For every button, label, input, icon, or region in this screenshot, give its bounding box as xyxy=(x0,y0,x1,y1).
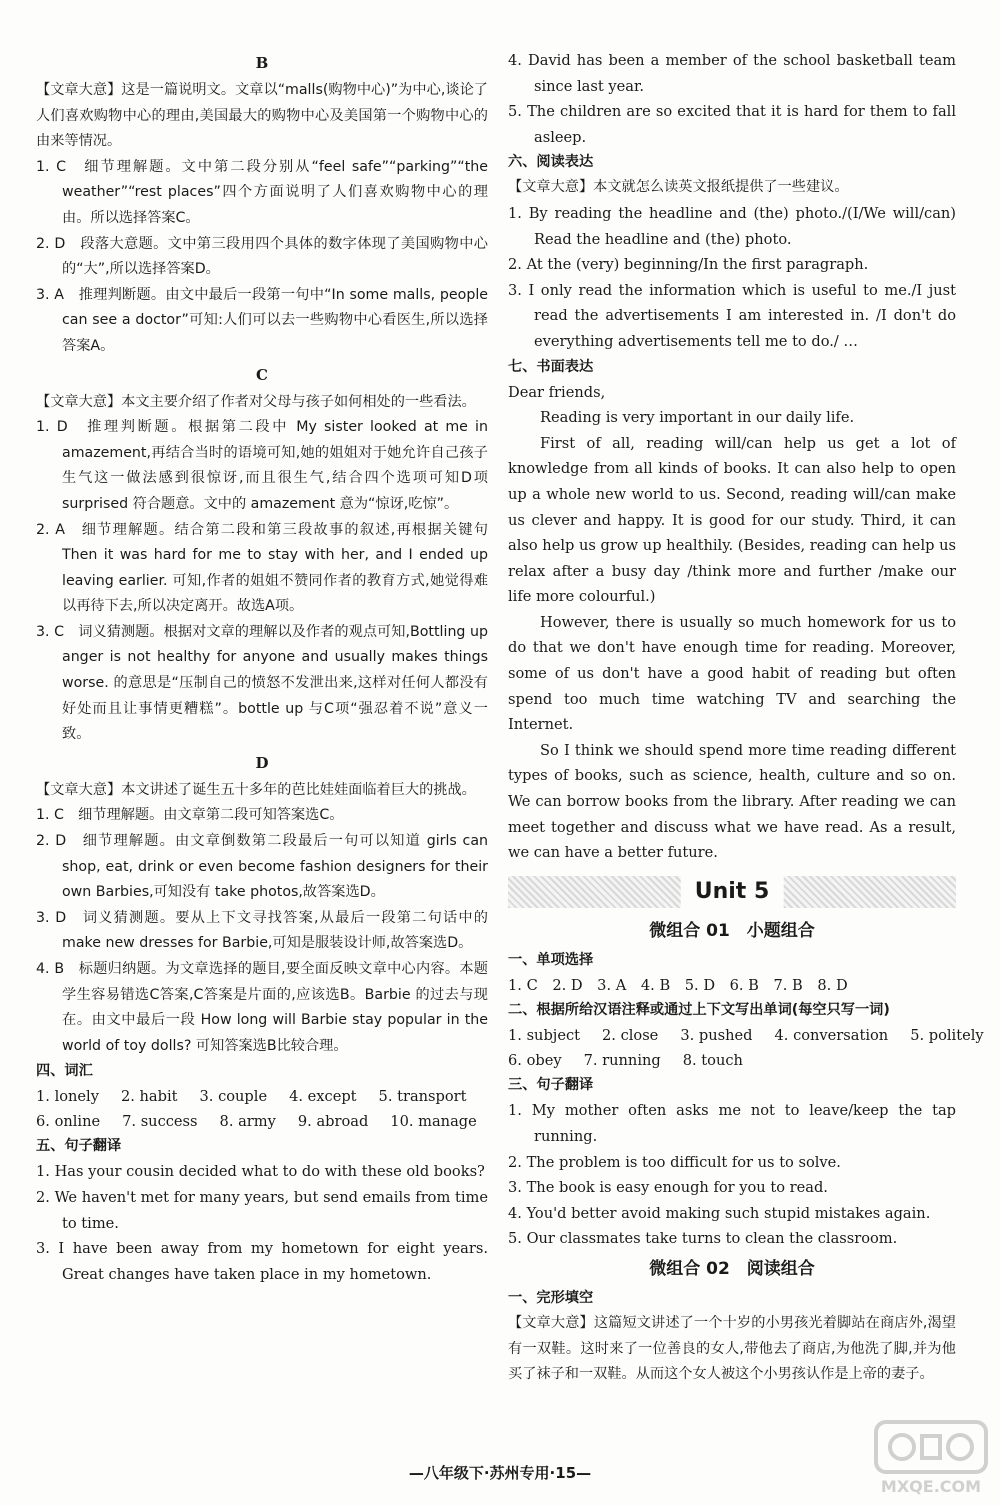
single-choice-answers: 1. C 2. D 3. A 4. B 5. D 6. B 7. B 8. D xyxy=(508,976,848,994)
cloze-summary: 【文章大意】这篇短文讲述了一个十岁的小男孩光着脚站在商店外,渴望有一双鞋。这时来了一位善良的女人,带他去了商店,为他洗了脚,并为他买了袜子和一双鞋。从而这个女人被这个小男孩认作是上帝的妻子。 xyxy=(508,1314,956,1383)
translation-answer-3: 3. I have been away from my hometown for eight years. Great changes have taken place in my hometown. xyxy=(36,1240,488,1283)
passage-c-answer-1: 1. D 推理判断题。根据第二段中 My sister looked at me in amazement,再结合当时的语境可知,她的姐姐对于她允许自己孩子生气这一做法感到很惊讶,而且很生气,结合四个选项可知D项 surprised 符合题意。文中的 amazement 意为“惊讶,吃惊”。 xyxy=(36,419,488,512)
writing-section-title: 七、书面表达 xyxy=(508,358,594,375)
translation-answer-5: 5. The children are so excited that it is hard for them to fall asleep. xyxy=(508,103,956,146)
word-answer: 4. conversation xyxy=(774,1027,889,1045)
passage-b-answer-1: 1. C 细节理解题。文中第二段分别从“feel safe”“parking”“the weather”“rest places”四个方面说明了人们喜欢购物中心的理由。所以选择答案C。 xyxy=(36,158,488,226)
left-column xyxy=(36,48,488,1287)
passage-b-heading: B xyxy=(255,54,269,72)
group-02-title: 微组合 02 阅读组合 xyxy=(649,1258,815,1279)
word-answer: 1. subject xyxy=(508,1027,580,1045)
group-01-title: 微组合 01 小题组合 xyxy=(649,920,815,941)
unit-banner xyxy=(508,876,956,908)
translation-answer-2: 2. We haven't met for many years, but send emails from time to time. xyxy=(36,1188,488,1232)
sentence-translation-answer: 4. You'd better avoid making such stupid mistakes again. xyxy=(508,1204,931,1222)
watermark-logo xyxy=(872,1418,990,1498)
vocab-answer: 6. online xyxy=(36,1113,101,1131)
vocab-answer: 10. manage xyxy=(390,1113,477,1131)
word-answer: 3. pushed xyxy=(680,1027,753,1045)
word-fill-title: 二、根据所给汉语注释或通过上下文写出单词(每空只写一词) xyxy=(508,1002,890,1019)
passage-d-heading: D xyxy=(255,753,269,772)
vocab-section-title: 四、词汇 xyxy=(36,1063,93,1080)
vocab-answer: 5. transport xyxy=(378,1088,467,1106)
word-answer: 7. running xyxy=(583,1052,661,1070)
translation-answer-1: 1. Has your cousin decided what to do with these old books? xyxy=(36,1163,485,1181)
vocab-answer: 8. army xyxy=(219,1113,276,1131)
sentence-translation-answer: 1. My mother often asks me not to leave/keep the tap running. xyxy=(508,1102,956,1145)
passage-c-summary: 【文章大意】本文主要介绍了作者对父母与孩子如何相处的一些看法。 xyxy=(36,393,476,410)
reading-expression-title: 六、阅读表达 xyxy=(508,154,594,171)
passage-c-answer-2: 2. A 细节理解题。结合第二段和第三段故事的叙述,再根据关键句 Then it was hard for me to stay with her, and I ended up leaving earlier. 可知,作者的姐姐不赞同作者的教育方式,她觉得难以再待下去,所以决定离开。故选A项。 xyxy=(36,521,488,615)
translation-section-title: 五、句子翻译 xyxy=(36,1138,122,1155)
sentence-translation-title: 三、句子翻译 xyxy=(508,1077,594,1094)
page-footer: —八年级下·苏州专用·15— xyxy=(408,1464,592,1482)
sentence-translation-answer: 2. The problem is too difficult for us to solve. xyxy=(508,1153,841,1171)
reading-expression-summary: 【文章大意】本文就怎么读英文报纸提供了一些建议。 xyxy=(508,179,849,196)
passage-d-answer-2: 2. D 细节理解题。由文章倒数第二段最后一句可以知道 girls can shop, eat, drink or even become fashion designers for their own Barbies,可知没有 take photos,故答案选D。 xyxy=(36,833,488,901)
vocab-answer: 3. couple xyxy=(199,1088,268,1106)
cloze-title: 一、完形填空 xyxy=(508,1289,594,1306)
vocab-row-1 xyxy=(36,1084,488,1109)
vocab-answer: 9. abroad xyxy=(297,1113,369,1131)
passage-c-answer-3: 3. C 词义猜测题。根据对文章的理解以及作者的观点可知,Bottling up anger is not healthy for anyone and usually makes things worse. 的意思是“压制自己的愤怒不发泄出来,这样对任何人都没有好处而且让事情更糟糕”。bottle up 与C项“强忍着不说”意义一致。 xyxy=(36,623,488,743)
reading-answer-3: 3. I only read the information which is useful to me./I just read the advertisements I am interested in. /I don't do everything advertisements tell me to do./ … xyxy=(508,281,956,350)
vocab-answer: 4. except xyxy=(289,1088,357,1106)
passage-d-answer-1: 1. C 细节理解题。由文章第二段可知答案选C。 xyxy=(36,807,344,824)
letter-paragraph: First of all, reading will/can help us get a lot of knowledge from all kinds of books. It can also help to open up a whole new world to us. Second, reading will/can make us clever and happy. It is good for our study. Third, it can also help us grow up healthily. (Besides, reading can help us relax after a busy day /think more and further /make our life more colourful.) xyxy=(508,434,956,606)
word-fill-row-1 xyxy=(508,1023,984,1048)
passage-d-answer-4: 4. B 标题归纳题。为文章选择的题目,要全面反映文章中心内容。本题学生容易错选C答案,C答案是片面的,应该选B。Barbie 的过去与现在。由文中最后一段 How long will Barbie stay popular in the world of toy dolls? 可知答案选B比较合理。 xyxy=(36,961,488,1054)
vocab-row-2 xyxy=(36,1109,488,1134)
single-choice-title: 一、单项选择 xyxy=(508,951,594,968)
vocab-answer: 7. success xyxy=(122,1113,198,1131)
vocab-answer: 1. lonely xyxy=(36,1088,99,1106)
word-answer: 2. close xyxy=(602,1027,659,1045)
vocab-answer: 2. habit xyxy=(120,1088,178,1106)
letter-paragraph: Reading is very important in our daily life. xyxy=(540,409,855,427)
right-column xyxy=(508,48,984,1388)
letter-paragraph: However, there is usually so much homework for us to do that we don't have enough time for reading. Moreover, some of us don't have a good habit of reading but often spend too much time watching TV and searching the Internet. xyxy=(508,613,956,734)
reading-answer-2: 2. At the (very) beginning/In the first paragraph. xyxy=(508,256,869,274)
unit-title: Unit 5 xyxy=(681,876,784,908)
passage-d-answer-3: 3. D 词义猜测题。要从上下文寻找答案,从最后一段第二句话中的 make new dresses for Barbie,可知是服装设计师,故答案选D。 xyxy=(36,909,488,952)
sentence-translation-answer: 5. Our classmates take turns to clean the classroom. xyxy=(508,1230,898,1248)
passage-b-answer-2: 2. D 段落大意题。文中第三段用四个具体的数字体现了美国购物中心的“大”,所以选择答案D。 xyxy=(36,235,488,278)
passage-c-heading: C xyxy=(256,365,268,384)
word-answer: 5. politely xyxy=(910,1027,984,1045)
letter-greeting: Dear friends, xyxy=(508,383,606,401)
reading-answer-1: 1. By reading the headline and (the) photo./(I/We will/can) Read the headline and (the) photo. xyxy=(508,204,956,248)
sentence-translation-answer: 3. The book is easy enough for you to read. xyxy=(508,1179,828,1197)
letter-paragraph: So I think we should spend more time reading different types of books, such as science, health, culture and so on. We can borrow books from the library. After reading we can meet together and discuss what we have read. As a result, we can have a better future. xyxy=(508,741,956,862)
word-answer: 8. touch xyxy=(682,1052,743,1070)
translation-answer-4: 4. David has been a member of the school basketball team since last year. xyxy=(508,52,956,95)
watermark-text: MXQE.COM xyxy=(880,1477,982,1496)
word-answer: 6. obey xyxy=(508,1052,562,1070)
passage-b-answer-3: 3. A 推理判断题。由文中最后一段第一句中“In some malls, people can see a doctor”可知:人们可以去一些购物中心看医生,所以选择答案A。 xyxy=(36,286,488,354)
passage-d-summary: 【文章大意】本文讲述了诞生五十多年的芭比娃娃面临着巨大的挑战。 xyxy=(36,781,476,798)
passage-b-summary: 【文章大意】这是一篇说明文。文章以“malls(购物中心)”为中心,谈论了人们喜欢购物中心的理由,美国最大的购物中心及美国第一个购物中心的由来等情况。 xyxy=(36,82,488,150)
word-fill-row-2 xyxy=(508,1048,956,1073)
